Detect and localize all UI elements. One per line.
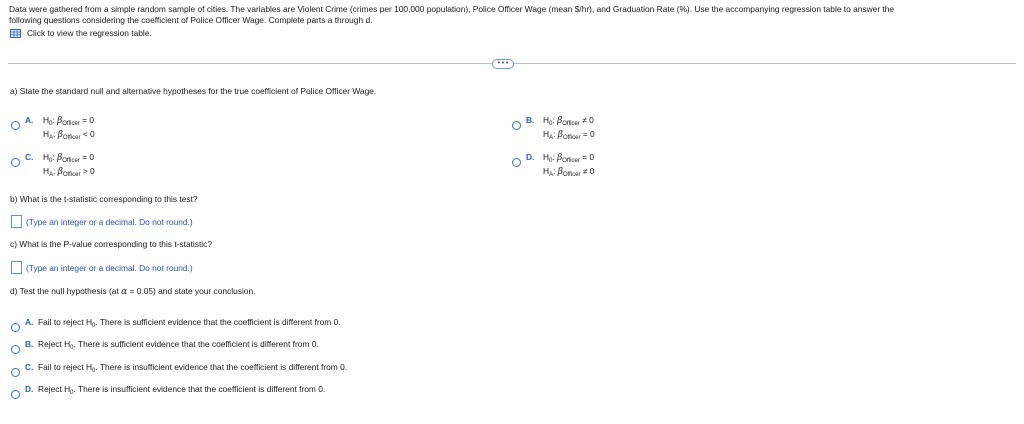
radio-circle[interactable] (512, 121, 521, 130)
problem-statement-line-1: Data were gathered from a simple random sample of cities. The variables are Violent Crime (crimes per 100,000 population), Police Officer Wage (mean $/hr), and Graduation Rate (%). Use the accompanying regression table to answer the (9, 4, 895, 14)
regression-table-link-label: Click to view the regression table. (27, 28, 152, 38)
option-c-radio[interactable] (11, 154, 20, 172)
problem-statement-line-2: following questions considering the coefficient of Police Officer Wage. Complete parts a through d. (9, 15, 373, 25)
option-d-label (526, 152, 534, 163)
option-a-radio[interactable] (11, 117, 20, 135)
option-letter: A. (25, 115, 34, 125)
conclusion-option-c[interactable]: C. Fail to reject $H_0$. There is insufficient evidence that the coefficient is different from 0. (25, 362, 348, 374)
radio-circle[interactable] (11, 158, 20, 167)
option-letter: D. (526, 152, 535, 162)
option-d-radio[interactable] (512, 154, 521, 172)
problem-statement (9, 4, 1009, 26)
option-b-radio[interactable] (512, 117, 521, 135)
t-statistic-hint: (Type an integer or a decimal. Do not round.) (26, 217, 193, 227)
radio-circle[interactable] (11, 345, 20, 354)
expand-button[interactable]: ••• (492, 59, 514, 69)
option-c-h0: $H_0$: $\beta_{Officer} = 0$ (43, 152, 95, 164)
table-icon (10, 29, 21, 38)
radio-circle[interactable] (11, 323, 20, 332)
option-c-ha: $H_A$: $\beta_{Officer} > 0$ (43, 166, 95, 178)
conclusion-option-d[interactable]: D. Reject $H_0$. There is insufficient evidence that the coefficient is different from 0. (25, 384, 326, 396)
radio-circle[interactable] (512, 158, 521, 167)
conclusion-option-a[interactable]: A. Fail to reject $H_0$. There is sufficient evidence that the coefficient is different from 0. (25, 317, 341, 329)
radio-circle[interactable] (11, 368, 20, 377)
question-c: c) What is the P-value corresponding to this t-statistic? (10, 239, 213, 249)
option-d-ha: $H_A$: $\beta_{Officer} \ne 0$ (543, 166, 595, 178)
conclusion-option-b[interactable]: B. Reject $H_0$. There is sufficient evidence that the coefficient is different from 0. (25, 339, 319, 351)
option-letter: C. (25, 152, 34, 162)
t-statistic-input[interactable] (11, 215, 22, 233)
option-a-label (25, 115, 33, 126)
option-b-h0: $H_0$: $\beta_{Officer} \ne 0$ (543, 115, 594, 127)
option-a-h0: $H_0$: $\beta_{Officer} = 0$ (43, 115, 95, 127)
p-value-input[interactable] (11, 261, 22, 279)
question-b: b) What is the t-statistic corresponding to this test? (10, 194, 198, 204)
option-c-label (25, 152, 33, 163)
option-letter: B. (526, 115, 535, 125)
answer-box[interactable] (11, 215, 22, 228)
conclusion-option-a-radio[interactable] (11, 319, 20, 337)
option-b-label (526, 115, 534, 126)
answer-box[interactable] (11, 261, 22, 274)
regression-table-link[interactable] (10, 28, 152, 39)
radio-circle[interactable] (11, 390, 20, 399)
radio-circle[interactable] (11, 121, 20, 130)
conclusion-option-d-radio[interactable] (11, 386, 20, 404)
alpha-symbol: α (121, 287, 128, 297)
conclusion-option-c-radio[interactable] (11, 364, 20, 382)
option-a-ha: $H_A$: $\beta_{Officer} < 0$ (43, 129, 95, 141)
question-a: a) State the standard null and alternative hypotheses for the true coefficient of Police Officer Wage. (10, 86, 377, 96)
conclusion-option-b-radio[interactable] (11, 341, 20, 359)
p-value-hint: (Type an integer or a decimal. Do not round.) (26, 263, 193, 273)
option-d-h0: $H_0$: $\beta_{Officer} = 0$ (543, 152, 595, 164)
question-d: d) Test the null hypothesis (at α = 0.05) and state your conclusion. (10, 286, 256, 297)
option-b-ha: $H_A$: $\beta_{Officer} = 0$ (543, 129, 595, 141)
